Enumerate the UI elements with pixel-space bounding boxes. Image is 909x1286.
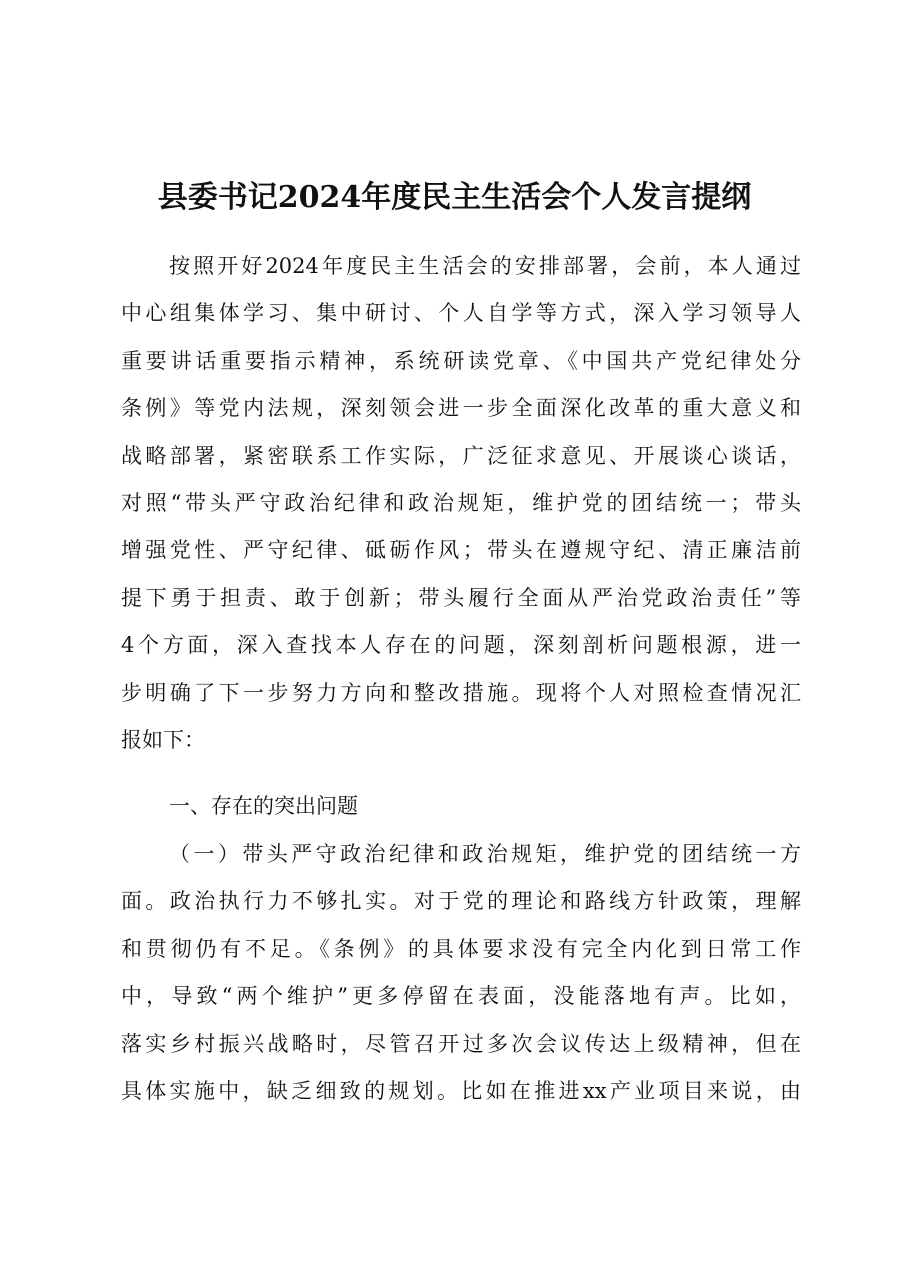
text-line: 具体实施中，缺乏细致的规划。比如在推进xx产业项目来说，由 bbox=[121, 1078, 801, 1103]
text-line: 4个方面，深入查找本人存在的问题，深刻剖析问题根源，进一 bbox=[121, 633, 801, 658]
section-paragraph bbox=[121, 831, 801, 1115]
section-heading: 一、存在的突出问题 bbox=[169, 794, 358, 818]
document-title: 县委书记2024年度民主生活会个人发言提纲 bbox=[157, 180, 752, 215]
text-line: 增强党性、严守纪律、砥砺作风；带头在遵规守纪、清正廉洁前 bbox=[121, 538, 801, 563]
text-line: 条例》等党内法规，深刻领会进一步全面深化改革的重大意义和 bbox=[121, 396, 801, 421]
text-line: 面。政治执行力不够扎实。对于党的理论和路线方针政策，理解 bbox=[121, 889, 801, 914]
text-line: 重要讲话重要指示精神，系统研读党章、《中国共产党纪律处分 bbox=[121, 348, 801, 373]
text-line: 战略部署，紧密联系工作实际，广泛征求意见、开展谈心谈话， bbox=[121, 443, 801, 468]
text-line: （一）带头严守政治纪律和政治规矩，维护党的团结统一方 bbox=[169, 842, 801, 866]
text-line: 步明确了下一步努力方向和整改措施。现将个人对照检查情况汇 bbox=[121, 680, 801, 705]
text-line: 中心组集体学习、集中研讨、个人自学等方式，深入学习领导人 bbox=[121, 301, 801, 326]
text-line: 落实乡村振兴战略时，尽管召开过多次会议传达上级精神，但在 bbox=[121, 1031, 801, 1056]
intro-paragraph bbox=[121, 243, 801, 764]
text-line: 报如下： bbox=[121, 727, 205, 752]
text-line: 按照开好2024年度民主生活会的安排部署，会前，本人通过 bbox=[169, 254, 801, 278]
text-line: 和贯彻仍有不足。《条例》的具体要求没有完全内化到日常工作 bbox=[121, 936, 801, 961]
text-line: 提下勇于担责、敢于创新；带头履行全面从严治党政治责任”等 bbox=[121, 585, 801, 610]
text-line: 中，导致“两个维护”更多停留在表面，没能落地有声。比如， bbox=[121, 984, 801, 1009]
text-line: 对照“带头严守政治纪律和政治规矩，维护党的团结统一；带头 bbox=[121, 490, 801, 515]
